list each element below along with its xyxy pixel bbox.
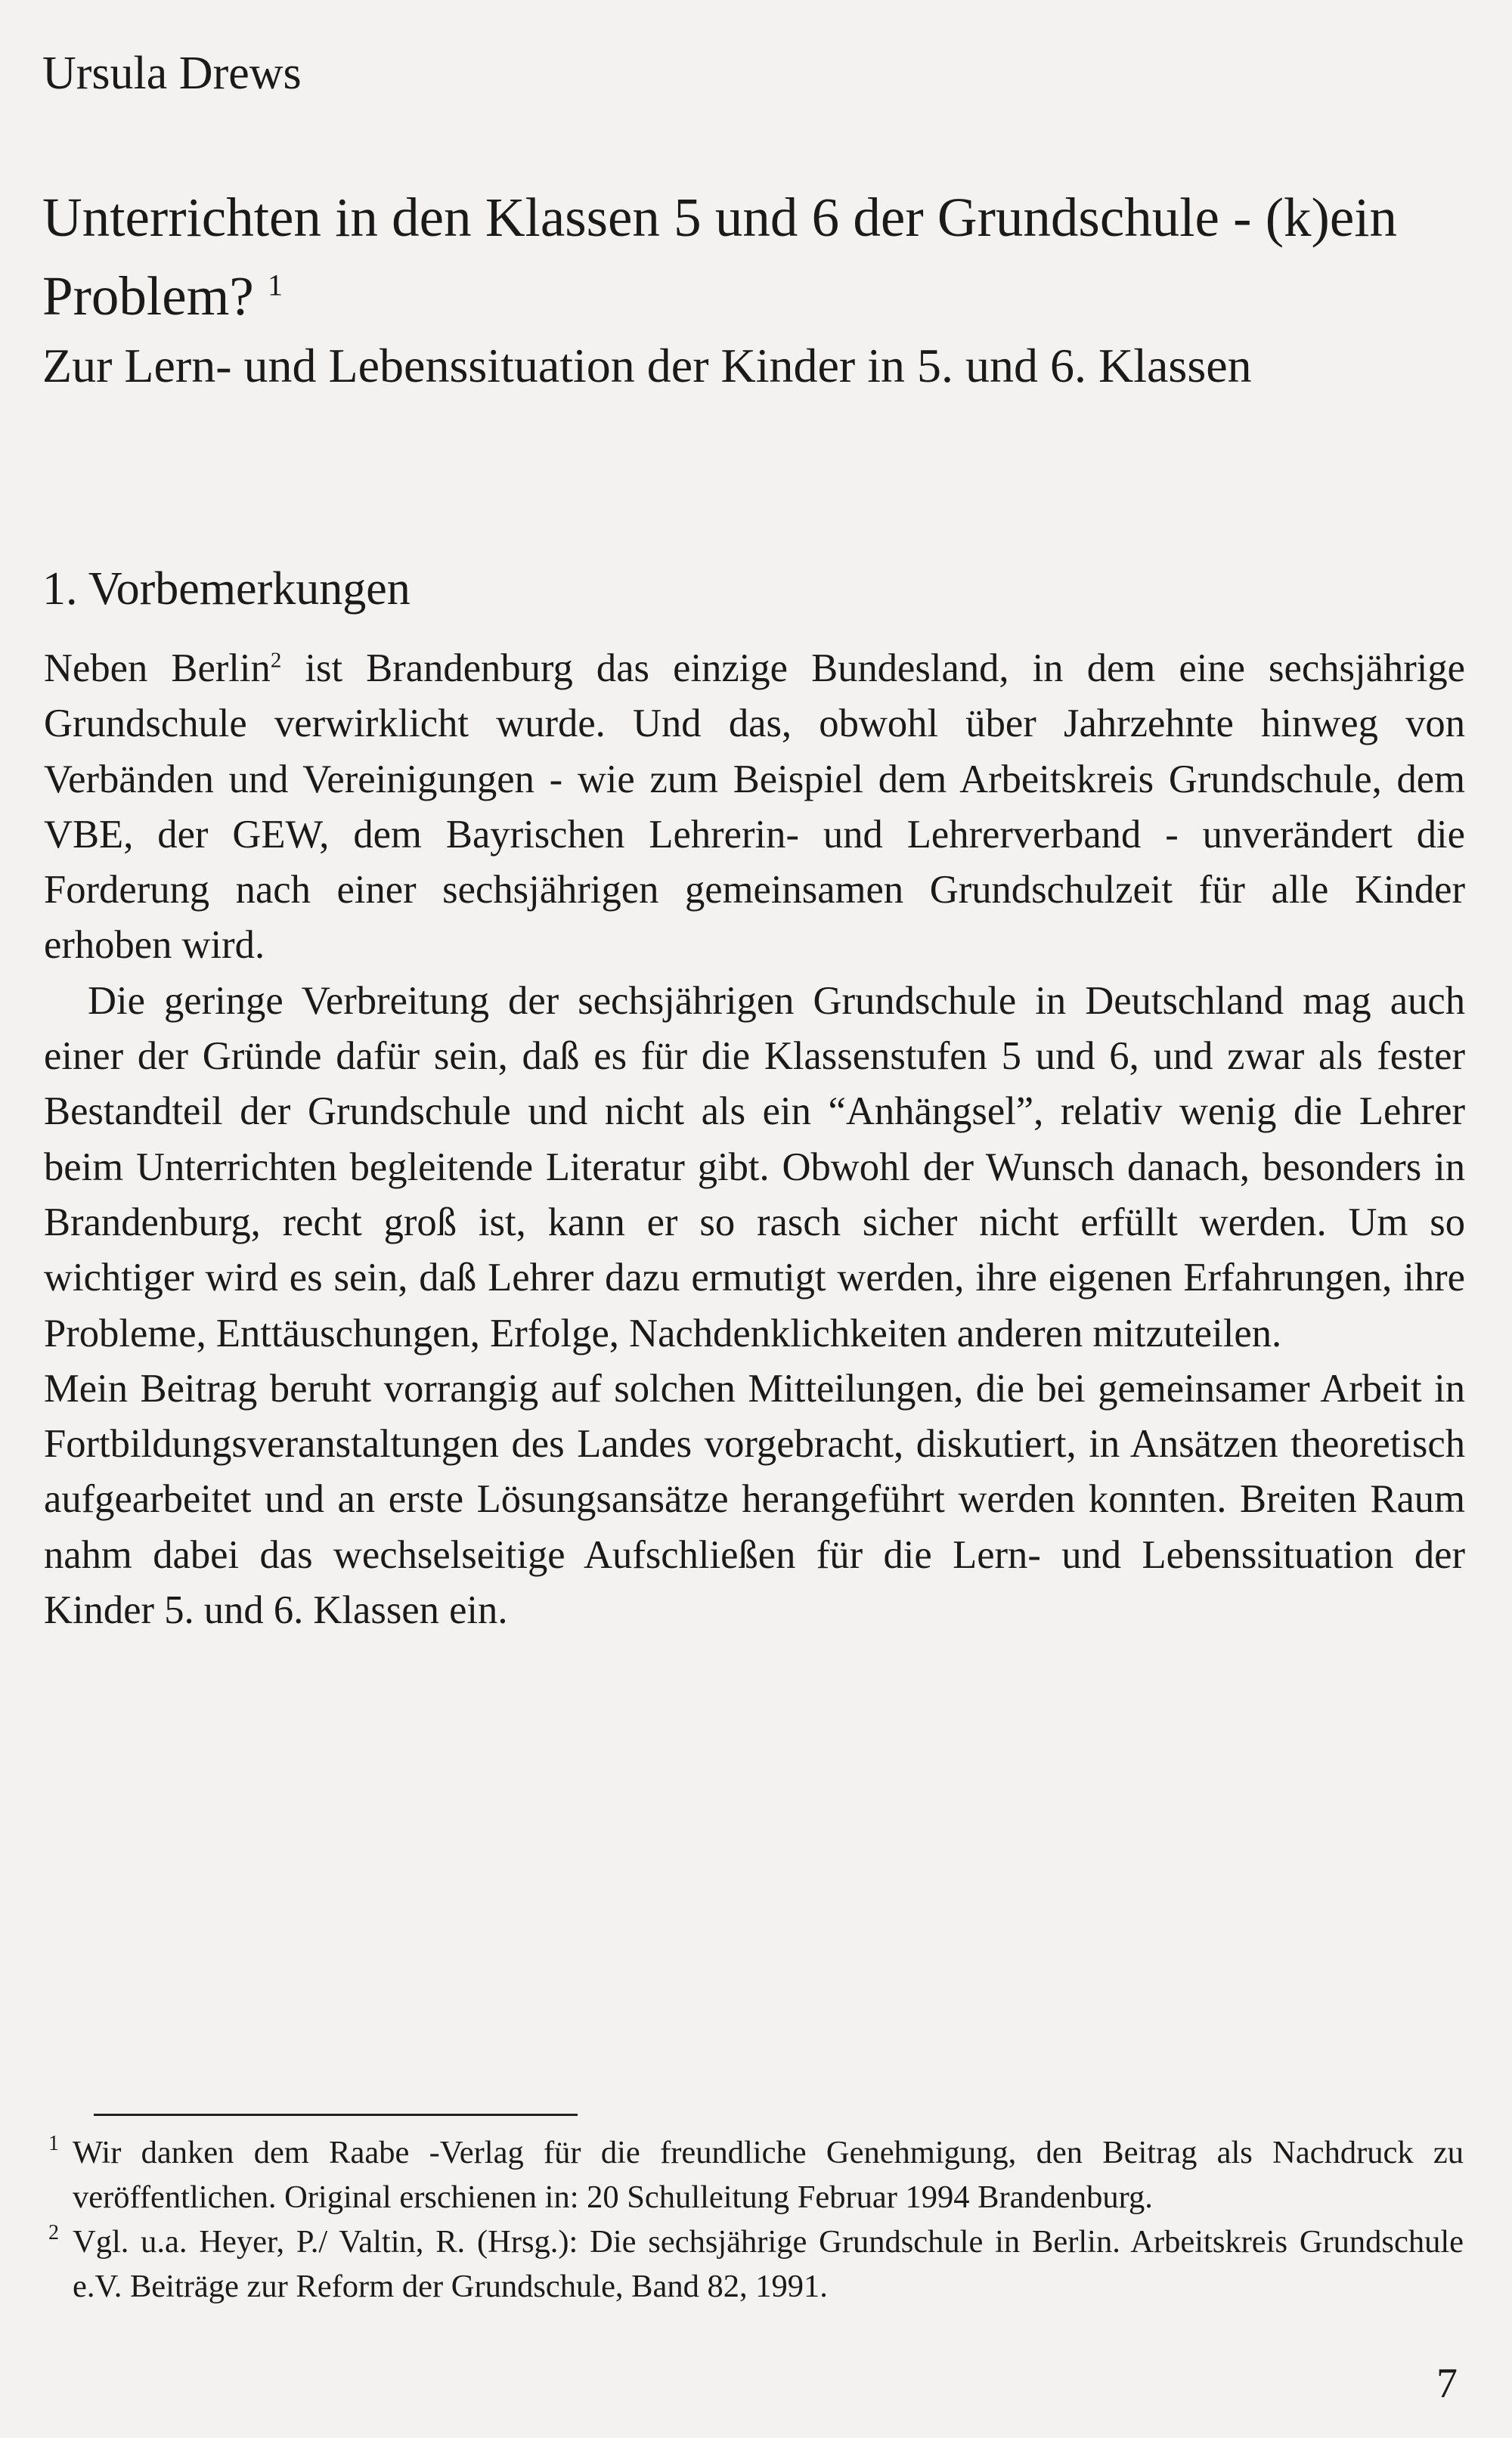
article-body: [44, 641, 1465, 1638]
article-subtitle: Zur Lern- und Lebenssituation der Kinder in 5. und 6. Klassen: [42, 339, 1252, 392]
paragraph-1: [44, 641, 1465, 974]
section-heading: 1. Vorbemerkungen: [42, 563, 411, 615]
footnotes: [48, 2130, 1464, 2309]
paragraph-3: Mein Beitrag beruht vorrangig auf solchen Mitteilungen, die bei gemeinsamer Arbeit in Fortbildungsveranstaltungen des Landes vorgebracht, diskutiert, in Ansätzen theoretisch aufgearbeitet und an erste Lösungsansätze herangeführt werden konnten. Breiten Raum nahm dabei das wechselseitige Aufschließen für die Lern- und Lebenssituation der Kinder 5. und 6. Klassen ein.: [44, 1366, 1465, 1633]
paragraph-2: Die geringe Verbreitung der sechsjährigen Grundschule in Deutschland mag auch einer der Gründe dafür sein, daß es für die Klassenstufen 5 und 6, und zwar als fester Bestandteil der Grundschule und nicht als ein “Anhängsel”, relativ wenig die Lehrer beim Unterrichten begleitende Literatur gibt. Obwohl der Wunsch danach, besonders in Brandenburg, recht groß ist, kann er so rasch sicher nicht erfüllt werden. Um so wichtiger wird es sein, daß Lehrer dazu ermutigt werden, ihre eigenen Erfahrungen, ihre Probleme, Enttäuschungen, Erfolge, Nachdenklichkeiten anderen mitzuteilen.: [44, 978, 1465, 1355]
footnote-1-mark: 1: [48, 2132, 59, 2155]
title-footnote-ref: 1: [268, 268, 284, 302]
footnote-ref-2: 2: [270, 648, 282, 673]
article-title-text: Unterrichten in den Klassen 5 und 6 der Grundschule - (k)ein Problem?: [42, 187, 1398, 327]
paragraph-1-start: Neben Berlin: [44, 646, 271, 690]
footnote-2-text: Vgl. u.a. Heyer, P./ Valtin, R. (Hrsg.): Die sechsjährige Grundschule in Berlin. Arbeitskreis Grundschule e.V. Beiträge zur Reform der Grundschule, Band 82, 1991.: [73, 2224, 1464, 2304]
page-number: 7: [1436, 2360, 1458, 2407]
paragraph-1-rest: ist Brandenburg das einzige Bundesland, in dem eine sechsjährige Grundschule verwirklicht wurde. Und das, obwohl über Jahrzehnte hinweg von Verbänden und Vereinigungen - wie zum Beispiel dem Arbeitskreis Grundschule, dem VBE, der GEW, dem Bayrischen Lehrerin- und Lehrerverband - unverändert die Forderung nach einer sechsjährigen gemeinsamen Grundschulzeit für alle Kinder erhoben wird.: [44, 646, 1465, 968]
footnote-1: [48, 2130, 1464, 2220]
footnote-separator: [94, 2114, 578, 2116]
author-name: Ursula Drews: [42, 48, 302, 99]
footnote-2-mark: 2: [48, 2221, 59, 2244]
article-title: [42, 178, 1464, 336]
footnote-1-text: Wir danken dem Raabe -Verlag für die freundliche Genehmigung, den Beitrag als Nachdruck zu veröffentlichen. Original erschienen in: 20 Schulleitung Februar 1994 Brandenburg.: [73, 2135, 1464, 2215]
footnote-2: [48, 2220, 1464, 2309]
